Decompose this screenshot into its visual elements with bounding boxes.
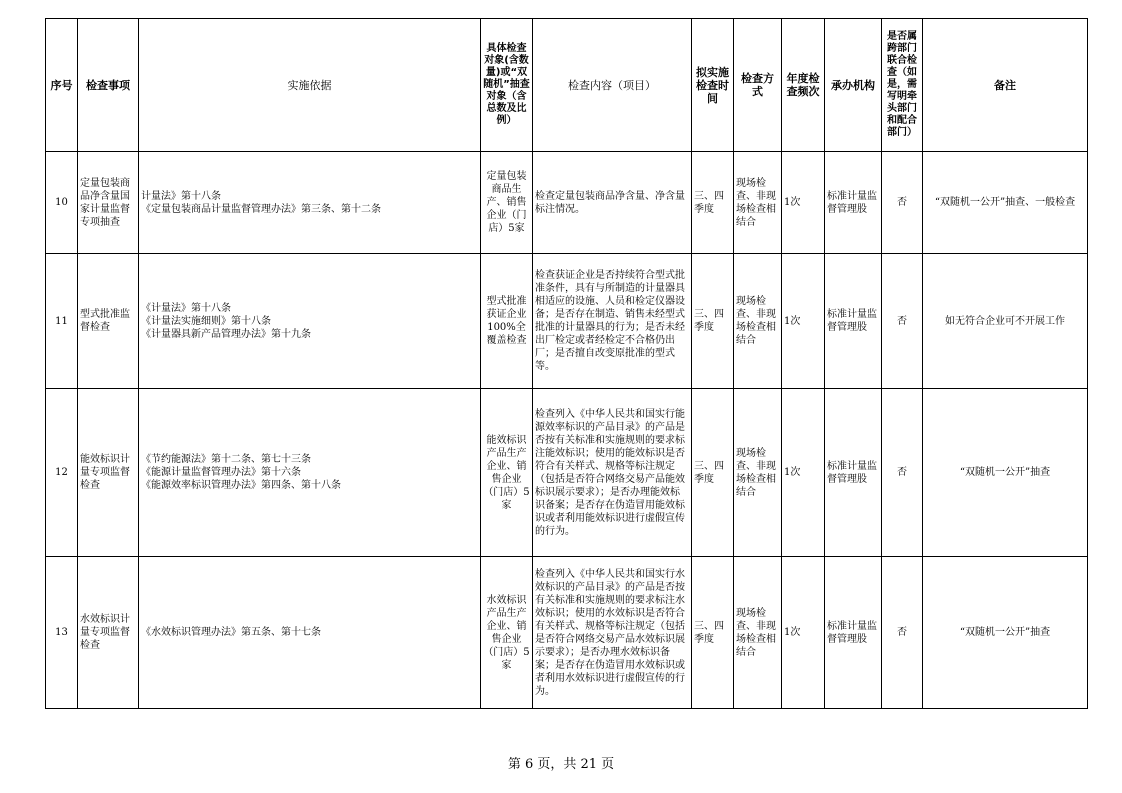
row-seq: 11 xyxy=(46,254,78,389)
row-freq: 1次 xyxy=(782,557,825,709)
page-number-footer: 第 6 页，共 21 页 xyxy=(507,757,615,772)
header-object: 具体检查对象(含数量)或“双随机”抽查对象（含总数及比例） xyxy=(481,19,533,152)
row-remark: “双随机一公开”抽查、一般检查 xyxy=(923,152,1088,254)
row-freq: 1次 xyxy=(782,389,825,557)
row-method: 现场检查、非现场检查相结合 xyxy=(734,389,782,557)
row-item: 定量包装商品净含量国家计量监督专项抽查 xyxy=(78,152,139,254)
header-method: 检查方式 xyxy=(734,19,782,152)
row-time: 三、四季度 xyxy=(692,557,734,709)
table-row xyxy=(46,389,1088,557)
row-content: 检查获证企业是否持续符合型式批准条件，具有与所制造的计量器具相适应的设施、人员和检定仪器设备；是否存在制造、销售未经型式批准的计量器具的行为；是否未经出厂检定或者经检定不合格仍出厂；是否擅自改变原批准的型式等。 xyxy=(533,254,692,389)
row-freq: 1次 xyxy=(782,152,825,254)
row-object: 定量包装商品生产、销售企业（门店）5家 xyxy=(481,152,533,254)
row-method: 现场检查、非现场检查相结合 xyxy=(734,557,782,709)
row-basis: 《水效标识管理办法》第五条、第十七条 xyxy=(139,557,481,709)
row-item: 型式批准监督检查 xyxy=(78,254,139,389)
row-org: 标准计量监督管理股 xyxy=(825,389,882,557)
header-remark: 备注 xyxy=(923,19,1088,152)
row-content: 检查列入《中华人民共和国实行能源效率标识的产品目录》的产品是否按有关标准和实施规则的要求标注能效标识；使用的能效标识是否符合有关样式、规格等标注规定（包括是否符合网络交易产品能效标识展示要求）；是否办理能效标识备案；是否存在伪造冒用能效标识或者利用能效标识进行虚假宣传的行为。 xyxy=(533,389,692,557)
row-remark: “双随机一公开”抽查 xyxy=(923,557,1088,709)
row-joint: 否 xyxy=(882,389,923,557)
inspection-table xyxy=(45,18,1088,709)
row-basis: 《计量法》第十八条 《计量法实施细则》第十八条 《计量器具新产品管理办法》第十九条 xyxy=(139,254,481,389)
row-seq: 13 xyxy=(46,557,78,709)
row-item: 能效标识计量专项监督检查 xyxy=(78,389,139,557)
row-org: 标准计量监督管理股 xyxy=(825,557,882,709)
row-content: 检查列入《中华人民共和国实行水效标识的产品目录》的产品是否按有关标准和实施规则的要求标注水效标识；使用的水效标识是否符合有关样式、规格等标注规定（包括是否符合网络交易产品水效标识展示要求）；是否办理水效标识备案；是否存在伪造冒用水效标识或者利用水效标识进行虚假宣传的行为。 xyxy=(533,557,692,709)
row-object: 能效标识产品生产企业、销售企业（门店）5家 xyxy=(481,389,533,557)
row-joint: 否 xyxy=(882,254,923,389)
row-time: 三、四季度 xyxy=(692,152,734,254)
row-joint: 否 xyxy=(882,557,923,709)
table-row xyxy=(46,557,1088,709)
row-object: 水效标识产品生产企业、销售企业（门店）5家 xyxy=(481,557,533,709)
row-freq: 1次 xyxy=(782,254,825,389)
row-joint: 否 xyxy=(882,152,923,254)
row-item: 水效标识计量专项监督检查 xyxy=(78,557,139,709)
header-joint: 是否属跨部门联合检查（如是，需写明牵头部门和配合部门） xyxy=(882,19,923,152)
row-method: 现场检查、非现场检查相结合 xyxy=(734,152,782,254)
row-method: 现场检查、非现场检查相结合 xyxy=(734,254,782,389)
header-row xyxy=(46,19,1088,152)
header-item: 检查事项 xyxy=(78,19,139,152)
row-object: 型式批准获证企业100%全覆盖检查 xyxy=(481,254,533,389)
row-org: 标准计量监督管理股 xyxy=(825,152,882,254)
row-seq: 10 xyxy=(46,152,78,254)
row-remark: “双随机一公开”抽查 xyxy=(923,389,1088,557)
row-org: 标准计量监督管理股 xyxy=(825,254,882,389)
row-remark: 如无符合企业可不开展工作 xyxy=(923,254,1088,389)
header-time: 拟实施检查时间 xyxy=(692,19,734,152)
row-time: 三、四季度 xyxy=(692,254,734,389)
header-org: 承办机构 xyxy=(825,19,882,152)
header-basis: 实施依据 xyxy=(139,19,481,152)
table-row xyxy=(46,152,1088,254)
row-content: 检查定量包装商品净含量、净含量标注情况。 xyxy=(533,152,692,254)
row-seq: 12 xyxy=(46,389,78,557)
row-time: 三、四季度 xyxy=(692,389,734,557)
table-row xyxy=(46,254,1088,389)
header-content: 检查内容（项目） xyxy=(533,19,692,152)
header-seq: 序号 xyxy=(46,19,78,152)
header-freq: 年度检查频次 xyxy=(782,19,825,152)
row-basis: 《节约能源法》第十二条、第七十三条 《能源计量监督管理办法》第十六条 《能源效率标识管理办法》第四条、第十八条 xyxy=(139,389,481,557)
row-basis: 计量法》第十八条 《定量包装商品计量监督管理办法》第三条、第十二条 xyxy=(139,152,481,254)
